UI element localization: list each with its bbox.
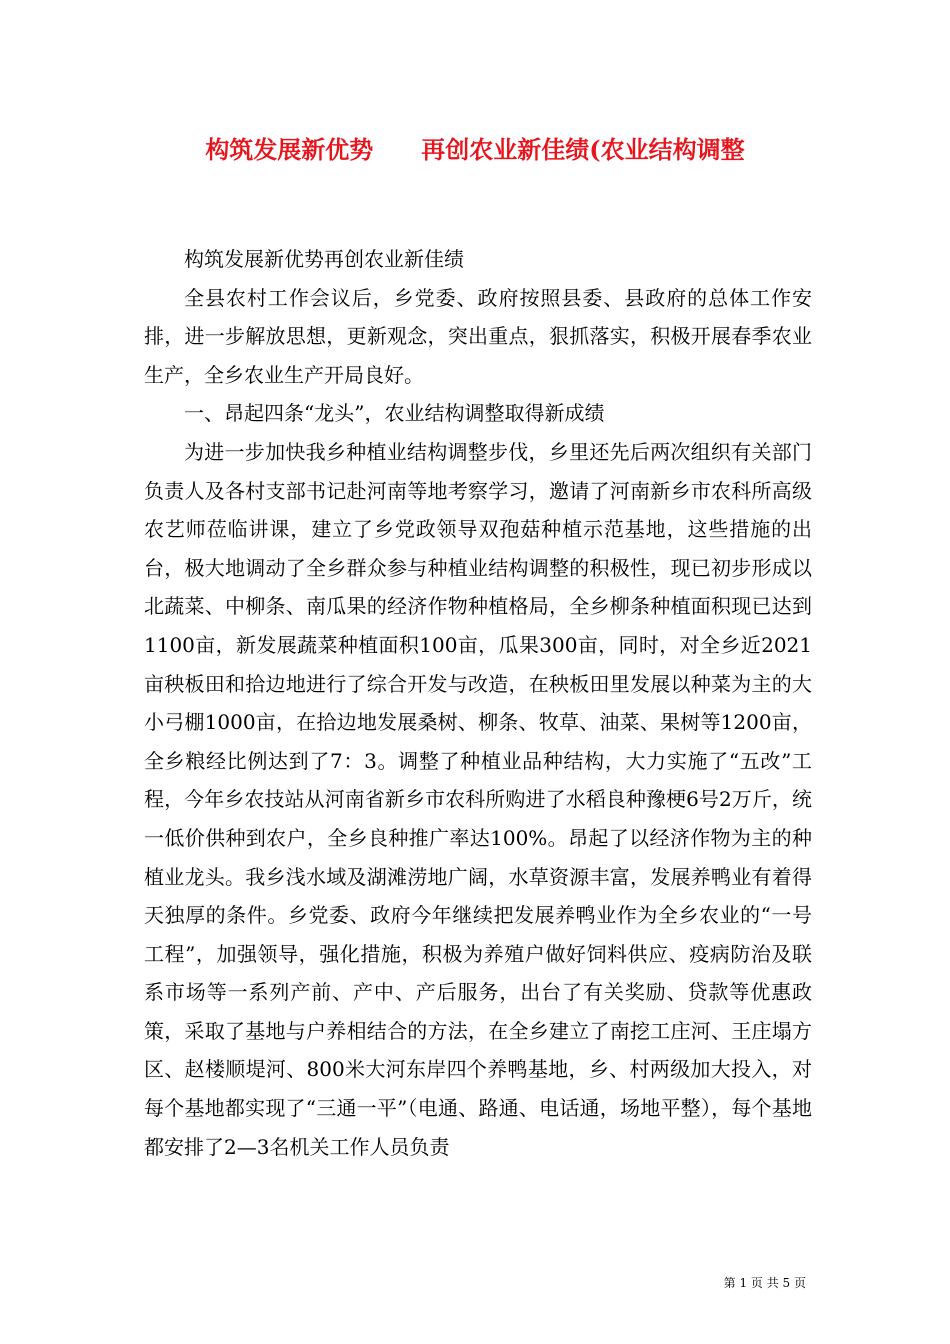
paragraph-body: 为进一步加快我乡种植业结构调整步伐，乡里还先后两次组织有关部门负责人及各村支部书记赴河南等地考察学习，邀请了河南新乡市农科所高级农艺师莅临讲课，建立了乡党政领导双孢菇种植示范基地，这些措施的出台，极大地调动了全乡群众参与种植业结构调整的积极性，现已初步形成以北蔬菜、中柳条、南瓜果的经济作物种植格局，全乡柳条种植面积现已达到1100亩，新发展蔬菜种植面积100亩，瓜果300亩，同时，对全乡近2021亩秧板田和拾边地进行了综合开发与改造，在秧板田里发展以种菜为主的大小弓棚1000亩，在拾边地发展桑树、柳条、牧草、油菜、果树等1200亩，全乡粮经比例达到了7：3。调整了种植业品种结构，大力实施了“五改”工程，今年乡农技站从河南省新乡市农科所购进了水稻良种豫梗6号2万斤，统一低价供种到农户，全乡良种推广率达100%。昂起了以经济作物为主的种植业龙头。我乡浅水域及湖滩涝地广阔，水草资源丰富，发展养鸭业有着得天独厚的条件。乡党委、政府今年继续把发展养鸭业作为全乡农业的“一号工程”，加强领导，强化措施，积极为养殖户做好饲料供应、疫病防治及联系市场等一系列产前、产中、产后服务，出台了有关奖励、贷款等优惠政策，采取了基地与户养相结合的方法，在全乡建立了南挖工庄河、王庄塌方区、赵楼顺堤河、800米大河东岸四个养鸭基地，乡、村两级加大投入，对每个基地都实现了“三通一平”（电通、路通、电话通，场地平整），每个基地都安排了2—3名机关工作人员负责 <box>144 439 812 1159</box>
document-subtitle: 构筑发展新优势再创农业新佳绩 <box>184 247 464 271</box>
document-title: 构筑发展新优势 再创农业新佳绩(农业结构调整 <box>205 135 745 164</box>
paragraph-intro: 全县农村工作会议后，乡党委、政府按照县委、县政府的总体工作安排，进一步解放思想，更新观念，突出重点，狠抓落实，积极开展春季农业生产，全乡农业生产开局良好。 <box>144 285 812 387</box>
section-heading-1: 一、昂起四条“龙头”，农业结构调整取得新成绩 <box>184 401 605 426</box>
document-body <box>144 240 812 1166</box>
page-number-footer: 第 1 页 共 5 页 <box>723 1276 806 1290</box>
